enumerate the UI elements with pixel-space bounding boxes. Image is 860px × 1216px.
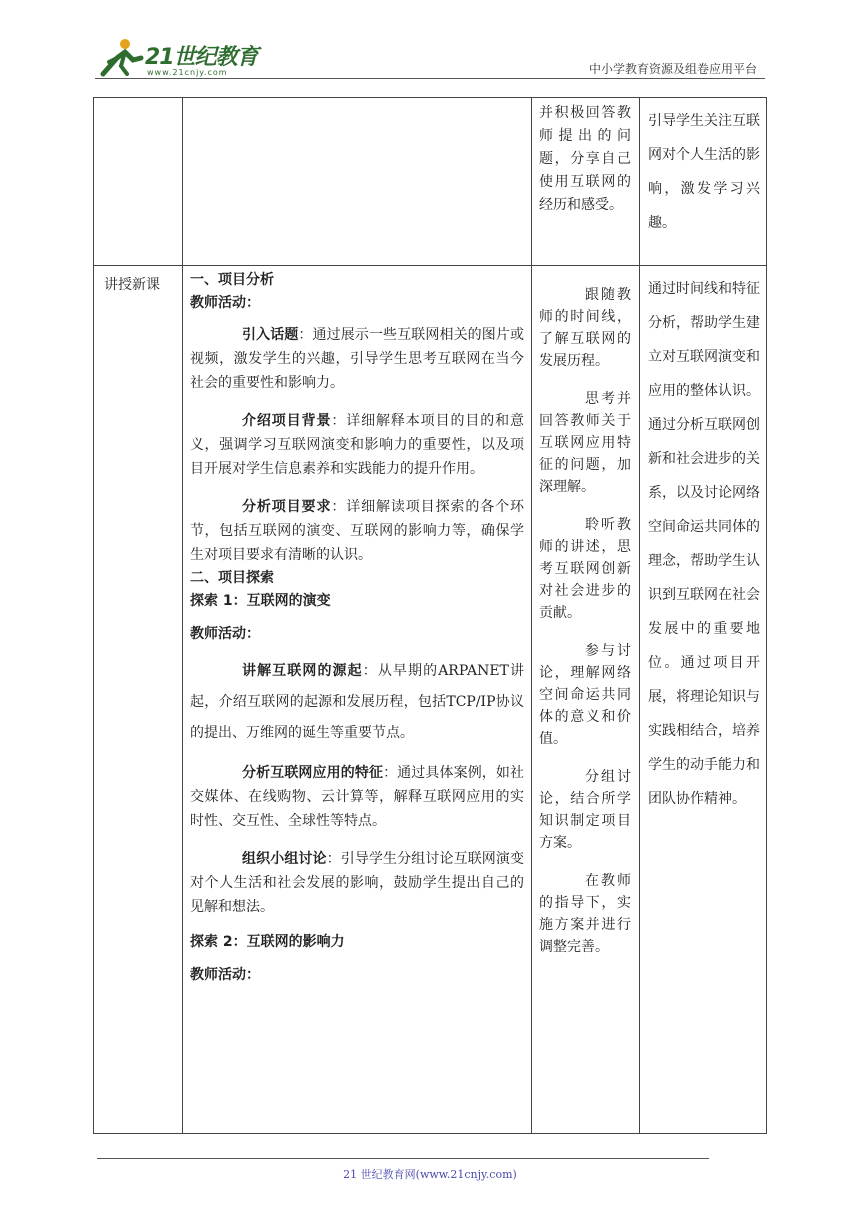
paragraph-body: ：通过展示一些互联网相关的图片或视频，激发学生的兴趣，引导学生思考互联网在当今社会的重要性和影响力。 xyxy=(190,327,524,391)
paragraph-heading: 引入话题 xyxy=(242,327,299,343)
student-activity-text: 跟随教师的时间线，了解互联网的发展历程。 xyxy=(539,287,631,369)
logo-url: www.21cnjy.com xyxy=(147,68,228,77)
paragraph-heading: 组织小组讨论 xyxy=(242,851,327,867)
student-activity-text: 思考并回答教师关于互联网应用特征的问题，加深理解。 xyxy=(539,391,631,495)
design-intent-text: 通过时间线和特征分析，帮助学生建立对互联网演变和应用的整体认识。通过分析互联网创新和社会进步的关系，以及讨论网络空间命运共同体的理念，帮助学生认识到互联网在社会发展中的重要地位。通过项目开展，将理论知识与实践相结合，培养学生的动手能力和团队协作精神。 xyxy=(648,281,760,807)
runner-logo-icon xyxy=(95,36,145,78)
site-logo xyxy=(95,36,265,78)
student-activity-text: 分组讨论，结合所学知识制定项目方案。 xyxy=(539,769,631,851)
logo-text: 21世纪教育 xyxy=(145,45,258,70)
lesson-table xyxy=(93,97,767,1134)
footer-text: 21 世纪教育网(www.21cnjy.com) xyxy=(343,1168,517,1181)
paragraph-body: ：详细解读项目探索的各个环节，包括互联网的演变、互联网的影响力等，确保学生对项目要求有清晰的认识。 xyxy=(190,499,525,563)
design-intent-text: 引导学生关注互联网对个人生活的影响，激发学习兴趣。 xyxy=(648,113,760,231)
student-activity-text: 并积极回答教师提出的问题，分享自己使用互联网的经历和感受。 xyxy=(539,105,631,213)
activity-label: 教师活动： xyxy=(190,967,260,983)
student-activity-cell xyxy=(539,102,631,217)
column-divider xyxy=(531,98,532,1133)
paragraph-body: ：引导学生分组讨论互联网演变对个人生活和社会发展的影响，鼓励学生提出自己的见解和想法。 xyxy=(190,851,525,915)
design-intent-cell xyxy=(648,104,760,240)
student-activity-cell xyxy=(539,284,631,958)
page-header xyxy=(95,30,765,80)
row-divider xyxy=(94,265,766,266)
student-activity-text: 参与讨论，理解网络空间命运共同体的意义和价值。 xyxy=(539,643,631,747)
paragraph-heading: 介绍项目背景 xyxy=(242,413,332,429)
footer-divider xyxy=(97,1158,709,1159)
paragraph xyxy=(190,409,524,481)
student-activity-text: 聆听教师的讲述，思考互联网创新对社会进步的贡献。 xyxy=(539,517,631,621)
teacher-activity-cell xyxy=(190,269,524,987)
paragraph-heading: 分析互联网应用的特征 xyxy=(242,765,384,781)
paragraph xyxy=(190,323,524,395)
column-divider xyxy=(182,98,183,1133)
section-title: 一、项目分析 xyxy=(190,272,274,288)
header-divider xyxy=(95,78,765,79)
student-activity-text: 在教师的指导下，实施方案并进行调整完善。 xyxy=(539,873,631,955)
activity-label: 教师活动： xyxy=(190,295,260,311)
paragraph-body: ：通过具体案例，如社交媒体、在线购物、云计算等，解释互联网应用的实时性、交互性、全球性等特点。 xyxy=(190,765,525,829)
design-intent-cell xyxy=(648,272,760,816)
paragraph-body: ：从早期的ARPANET讲起，介绍互联网的起源和发展历程，包括TCP/IP协议的提出、万维网的诞生等重要节点。 xyxy=(190,663,524,741)
activity-label: 教师活动： xyxy=(190,626,260,642)
paragraph xyxy=(190,761,524,833)
platform-title: 中小学教育资源及组卷应用平台 xyxy=(588,62,757,76)
paragraph xyxy=(190,495,524,567)
column-divider xyxy=(639,98,640,1133)
paragraph-body: ：详细解释本项目的目的和意义，强调学习互联网演变和影响力的重要性，以及项目开展对学生信息素养和实践能力的提升作用。 xyxy=(190,413,525,477)
paragraph xyxy=(190,847,524,919)
paragraph-heading: 分析项目要求 xyxy=(242,499,332,515)
stage-label: 讲授新课 xyxy=(104,277,160,293)
paragraph xyxy=(190,656,524,749)
exploration-title: 探索 2：互联网的影响力 xyxy=(190,934,345,950)
section-title: 二、项目探索 xyxy=(190,570,274,586)
paragraph-heading: 讲解互联网的源起 xyxy=(242,663,363,679)
exploration-title: 探索 1：互联网的演变 xyxy=(190,593,331,609)
